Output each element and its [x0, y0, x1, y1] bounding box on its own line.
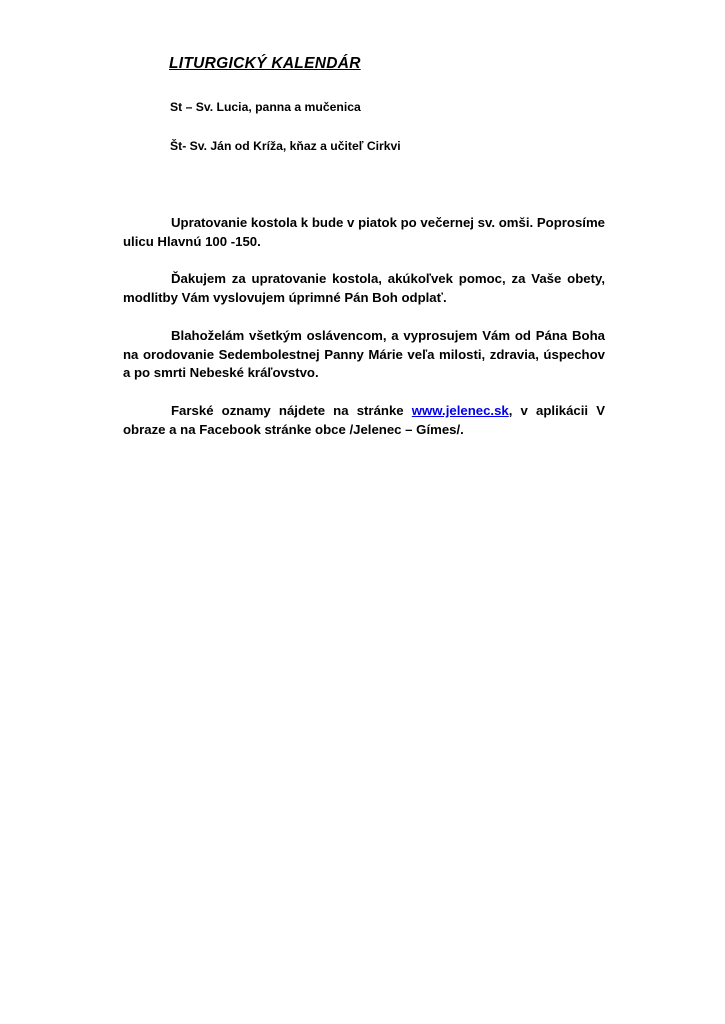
- page-title: LITURGICKÝ KALENDÁR: [169, 55, 361, 72]
- paragraph-announcements: [123, 402, 605, 439]
- parish-website-link[interactable]: www.jelenec.sk: [411, 403, 509, 419]
- paragraph-cleaning-notice: Upratovanie kostola k bude v piatok po večernej sv. omši. Poprosíme ulicu Hlavnú 100 -150.: [123, 214, 605, 249]
- calendar-entry-wednesday: St – Sv. Lucia, panna a mučenica: [170, 99, 361, 114]
- paragraph-thanks: Ďakujem za upratovanie kostola, akúkoľvek pomoc, za Vaše obety, modlitby Vám vyslovujem úprimné Pán Boh odplať.: [123, 271, 605, 306]
- announcements-text-before-link: Farské oznamy nájdete na stránke: [171, 403, 412, 419]
- calendar-entry-thursday: Št- Sv. Ján od Kríža, kňaz a učiteľ Cirkvi: [170, 139, 401, 154]
- announcements-text-after-link: , v aplikácii V obraze a na Facebook stránke obce /Jelenec – Gímes/.: [123, 403, 605, 437]
- paragraph-congratulations: Blahoželám všetkým oslávencom, a vyprosujem Vám od Pána Boha na orodovanie Sedembolestnej Panny Márie veľa milosti, zdravia, úspechov a po smrti Nebeské kráľovstvo.: [123, 327, 605, 381]
- document-content: [123, 55, 605, 439]
